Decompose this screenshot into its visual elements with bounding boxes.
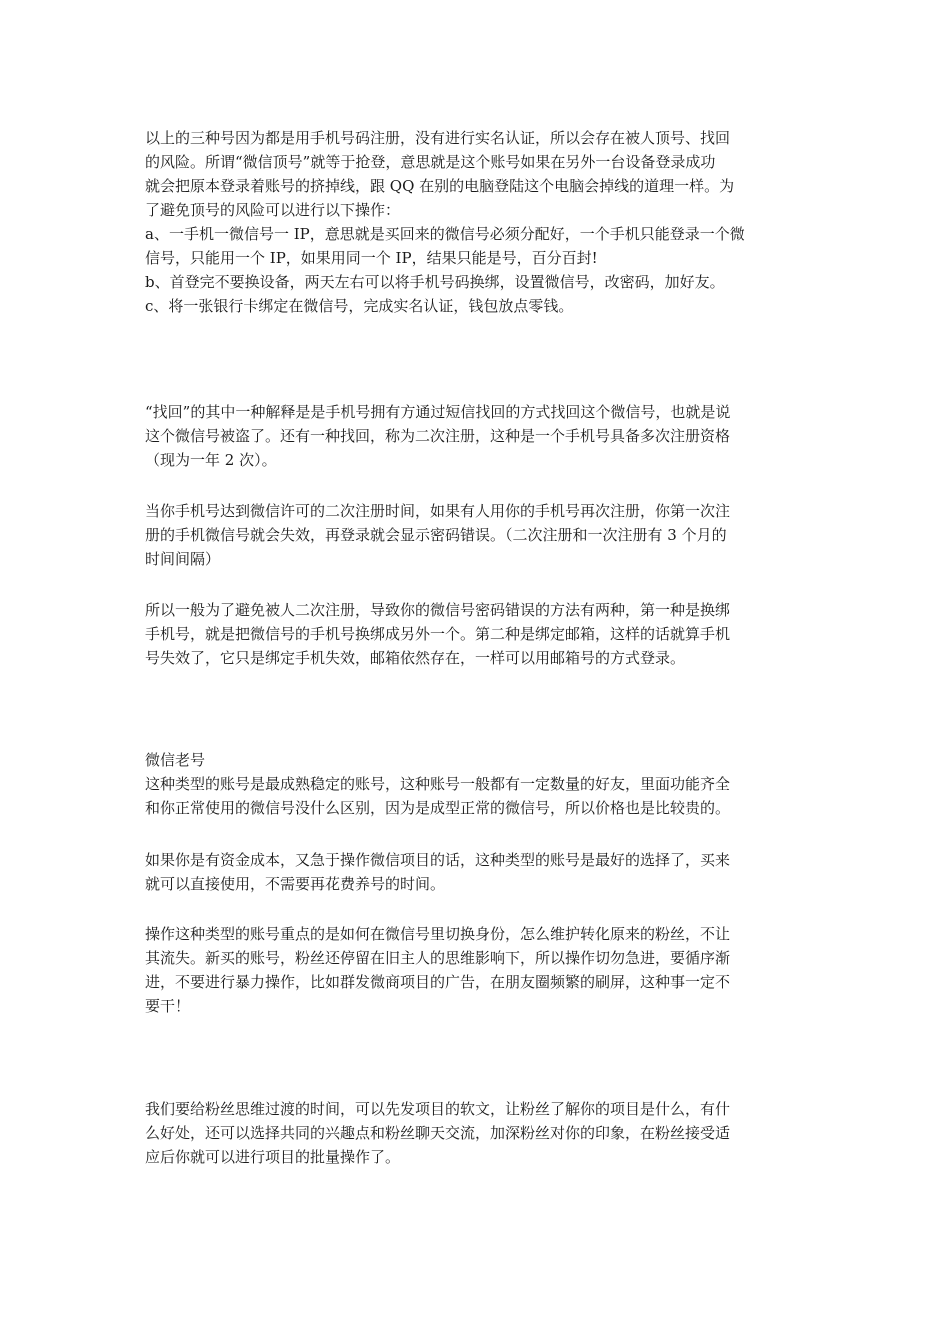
old-account-section: [145, 748, 810, 820]
text-line: 册的手机微信号就会失效，再登录就会显示密码错误。（二次注册和一次注册有 3 个月的: [145, 526, 727, 544]
text-line: 如果你是有资金成本，又急于操作微信项目的话，这种类型的账号是最好的选择了，买来: [145, 851, 731, 869]
text-line: 以上的三种号因为都是用手机号码注册，没有进行实名认证，所以会存在被人顶号、找回: [145, 129, 731, 147]
text-line: 和你正常使用的微信号没什么区别，因为是成型正常的微信号，所以价格也是比较贵的。: [145, 799, 731, 817]
second-registration-paragraph: [145, 499, 810, 571]
list-item-b: b、首登完不要换设备，两天左右可以将手机号码换绑，设置微信号，改密码，加好友。: [145, 273, 725, 291]
section-heading: 微信老号: [145, 751, 206, 769]
text-line: 进，不要进行暴力操作，比如群发微商项目的广告，在朋友圈频繁的刷屏，这种事一定不: [145, 973, 731, 991]
operation-paragraph: [145, 922, 810, 1018]
prevention-paragraph: [145, 598, 810, 670]
text-line: 这种类型的账号是最成熟稳定的账号，这种账号一般都有一定数量的好友，里面功能齐全: [145, 775, 731, 793]
list-item-c: c、将一张银行卡绑定在微信号，完成实名认证，钱包放点零钱。: [145, 297, 574, 315]
text-line: 时间间隔）: [145, 550, 221, 568]
text-line: 就会把原本登录着账号的挤掉线，跟 QQ 在别的电脑登陆这个电脑会掉线的道理一样。为: [145, 177, 735, 195]
text-line: 应后你就可以进行项目的批量操作了。: [145, 1148, 401, 1166]
text-line: 当你手机号达到微信许可的二次注册时间，如果有人用你的手机号再次注册，你第一次注: [145, 502, 731, 520]
text-line: 我们要给粉丝思维过渡的时间，可以先发项目的软文，让粉丝了解你的项目是什么，有什: [145, 1100, 731, 1118]
recovery-paragraph: [145, 400, 810, 472]
text-line: 了避免顶号的风险可以进行以下操作：: [145, 201, 401, 219]
transition-paragraph: [145, 1097, 810, 1169]
text-line: 这个微信号被盗了。还有一种找回，称为二次注册，这种是一个手机号具备多次注册资格: [145, 427, 731, 445]
list-item-a: 信号，只能用一个 IP，如果用同一个 IP，结果只能是号，百分百封!: [145, 249, 598, 267]
text-line: （现为一年 2 次）。: [145, 451, 277, 469]
text-line: 操作这种类型的账号重点的是如何在微信号里切换身份，怎么维护转化原来的粉丝，不让: [145, 925, 731, 943]
intro-paragraph: [145, 126, 810, 318]
text-line: 要干！: [145, 997, 191, 1015]
text-line: 号失效了，它只是绑定手机失效，邮箱依然存在，一样可以用邮箱号的方式登录。: [145, 649, 686, 667]
text-line: 么好处，还可以选择共同的兴趣点和粉丝聊天交流，加深粉丝对你的印象，在粉丝接受适: [145, 1124, 731, 1142]
text-line: 的风险。所谓“微信顶号”就等于抢登，意思就是这个账号如果在另外一台设备登录成功: [145, 153, 716, 171]
text-line: 其流失。新买的账号，粉丝还停留在旧主人的思维影响下，所以操作切勿急进，要循序渐: [145, 949, 731, 967]
text-line: 所以一般为了避免被人二次注册，导致你的微信号密码错误的方法有两种，第一种是换绑: [145, 601, 731, 619]
text-line: 就可以直接使用，不需要再花费养号的时间。: [145, 875, 446, 893]
capital-paragraph: [145, 848, 810, 896]
text-line: “找回”的其中一种解释是是手机号拥有方通过短信找回的方式找回这个微信号，也就是说: [145, 403, 731, 421]
list-item-a: a、一手机一微信号一 IP，意思就是买回来的微信号必须分配好，一个手机只能登录一个微: [145, 225, 745, 243]
text-line: 手机号，就是把微信号的手机号换绑成另外一个。第二种是绑定邮箱，这样的话就算手机: [145, 625, 731, 643]
